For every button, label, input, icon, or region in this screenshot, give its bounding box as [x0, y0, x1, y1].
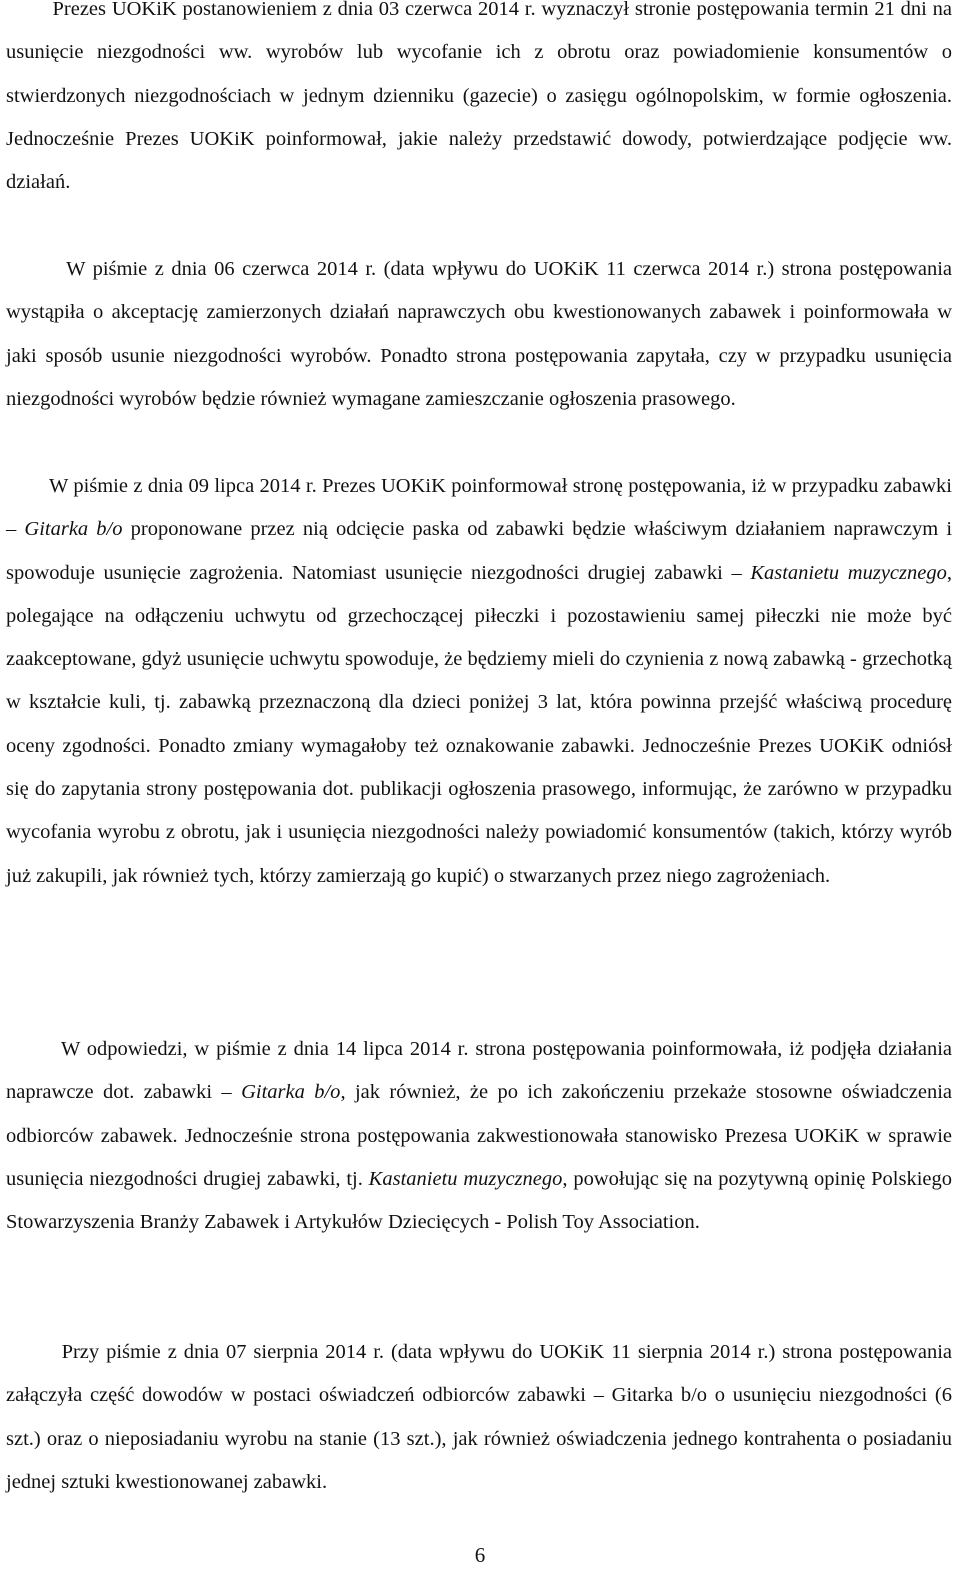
paragraph-text: , polegające na odłączeniu uchwytu od grzechoczącej piłeczki i pozostawieniu samej piłeczki nie może być zaakceptowane, gdyż usunięcie uchwytu spowoduje, że będziemy mieli do czynienia z nową zabawką - grzechotką w kształcie kuli, tj. zabawką przeznaczoną dla dzieci poniżej 3 lat, która powinna przejść właściwą procedurę oceny zgodności. Ponadto zmiany wymagałoby też oznakowanie zabawki. Jednocześnie Prezes UOKiK odniósł się do zapytania strony postępowania dot. publikacji ogłoszenia prasowego, informując, że zarówno w przypadku wycofania wyrobu z obrotu, jak i usunięcia niezgodności należy powiadomić konsumentów (takich, którzy wyrób już zakupili, jak również tych, którzy zamierzają go kupić) o stwarzanych przez niego zagrożeniach.: [6, 561, 958, 887]
paragraph-2: [6, 248, 958, 421]
paragraph-text: W odpowiedzi, w piśmie z dnia 14 lipca 2014 r. strona postępowania poinformowała, iż podjęła działania naprawcze dot. zabawki –: [6, 1038, 958, 1104]
italic-product-name: Gitarka b/o: [241, 1081, 341, 1104]
italic-product-name: Kastanietu muzycznego: [368, 1167, 563, 1190]
paragraph-3: [6, 465, 958, 898]
italic-product-name: Gitarka b/o: [24, 518, 123, 541]
paragraph-text: W piśmie z dnia 06 czerwca 2014 r. (data wpływu do UOKiK 11 czerwca 2014 r.) strona postępowania wystąpiła o akceptację zamierzonych działań naprawczych obu kwestionowanych zabawek i poinformowała w jaki sposób usunie niezgodności wyrobów. Ponadto strona postępowania zapytała, czy w przypadku usunięcia niezgodności wyrobów będzie również wymagane zamieszczanie ogłoszenia prasowego.: [6, 258, 958, 410]
page-number: 6: [474, 1543, 486, 1567]
paragraph-text: , powołując się na pozytywną opinię Polskiego Stowarzyszenia Branży Zabawek i Artykułów Dziecięcych - Polish Toy Association.: [6, 1167, 958, 1234]
paragraph-4: [6, 1028, 958, 1244]
italic-product-name: Kastanietu muzycznego: [750, 561, 947, 584]
paragraph-text: , jak również, że po ich zakończeniu przekaże stosowne oświadczenia odbiorców zabawek. Jednocześnie strona postępowania zakwestionowała stanowisko Prezesa UOKiK w sprawie usunięcia niezgodności drugiej zabawki, tj.: [6, 1081, 958, 1190]
paragraph-text: Prezes UOKiK postanowieniem z dnia 03 czerwca 2014 r. wyznaczył stronie postępowania termin 21 dni na usunięcie niezgodności ww. wyrobów lub wycofanie ich z obrotu oraz powiadomienie konsumentów o stwierdzonych niezgodnościach w jednym dzienniku (gazecie) o zasięgu ogólnopolskim, w formie ogłoszenia. Jednocześnie Prezes UOKiK poinformował, jakie należy przedstawić dowody, potwierdzające podjęcie ww. działań.: [6, 0, 958, 194]
paragraph-text: Przy piśmie z dnia 07 sierpnia 2014 r. (data wpływu do UOKiK 11 sierpnia 2014 r.) strona postępowania załączyła część dowodów w postaci oświadczeń odbiorców zabawki – Gitarka b/o o usunięciu niezgodności (6 szt.) oraz o nieposiadaniu wyrobu na stanie (13 szt.), jak również oświadczenia jednego kontrahenta o posiadaniu jednej sztuki kwestionowanej zabawki.: [6, 1341, 958, 1493]
paragraph-text: W piśmie z dnia 09 lipca 2014 r. Prezes UOKiK poinformował stronę postępowania, iż w przypadku zabawki –: [6, 475, 958, 541]
paragraph-text: proponowane przez nią odcięcie paska od zabawki będzie właściwym działaniem naprawczym i spowoduje usunięcie zagrożenia. Natomiast usunięcie niezgodności drugiej zabawki –: [6, 518, 958, 584]
paragraph-1: [6, 0, 958, 204]
paragraph-5: [6, 1331, 958, 1504]
